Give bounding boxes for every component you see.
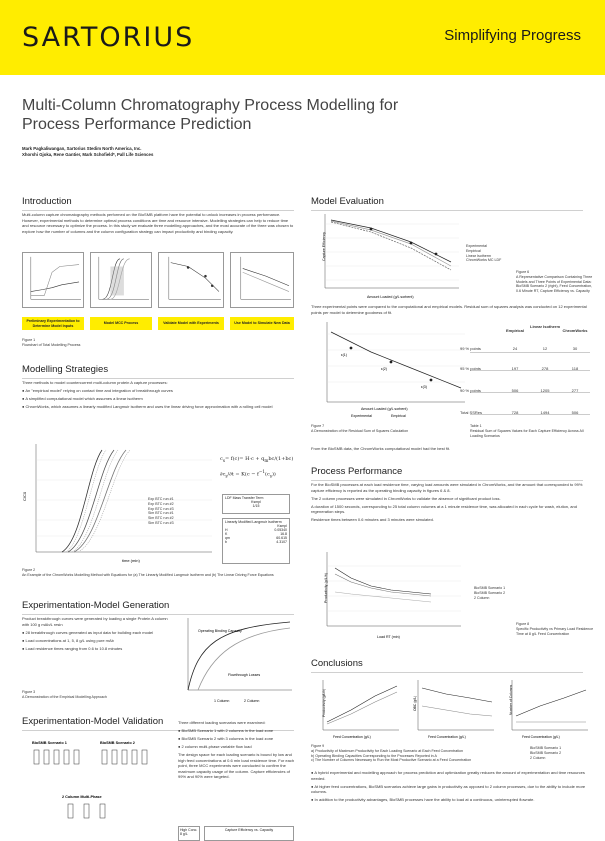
intro-text: Multi-column capture chromatography methods performed on the BioSMB platform have the potential to unlock increases in process performance. However, experimental methods to determine optimal process conditions are time and resource intensive. Modelling strategies can help to reduce time and resource necessary to optimize the process. In this study we evaluate three modelling approaches, and the most accurate of the three was chosen to explore how the number of columns and the column configuration strategy can impact productivity and binding capacity. [22,212,294,234]
expgen-heading: Experimentation-Model Generation [22,600,294,615]
fig2-legend: Exp BTC run #1 Exp BTC run #2 Exp BTC run #3 Sim BTC run #1 Sim BTC run #2 Sim BTC run #3 [148,497,174,525]
fig8-legend: BioSMB Scenario 1 BioSMB Scenario 2 2 Column [474,586,506,600]
table1-caption: Table 1 Residual Sum of Squares Values for Each Capture Efficiency Across All Loading Scenarios [470,424,584,438]
svg-text:ε(3): ε(3) [421,385,427,389]
conclusions-bullets: ● A hybrid experimental and modelling approach for process prediction and optimization greatly reduces the amount of experimentation and time resources needed. ● At higher feed concentrations, BioSMB scenarios achieve large gains in productivity as opposed to 2 column processes, due to the ability to include more columns. ● In addition to the productivity advantages, BioSMB processes have the ability to load at a continuous, uninterrupted flowrate. [311,770,586,803]
svg-text:2 Column: 2 Column [244,699,260,703]
svg-text:ε(1): ε(1) [341,353,347,357]
fig3-chart [178,614,296,706]
step-4: Use Model to Simulate New Data [230,317,294,330]
eval-conclusion: From the BioSMB data, the ChromWorks computational model had the best fit. [311,446,451,451]
step-2: Model MCC Process [90,317,152,330]
svg-text:Amount Loaded (g/L sorbent): Amount Loaded (g/L sorbent) [367,295,414,299]
poster-title: Multi-Column Chromatography Process Modelling for Process Performance Prediction [22,97,399,133]
fig1-chart-1 [22,252,84,308]
fig1-caption: Figure 1 Flowchart of Total Modelling Process [22,338,81,347]
perf-text: For the BioSMB processes at each load residence time, varying load amounts were simulated in ChromWorks, and the amount that corresponded to 99% capture efficiency is reported as the operating binding capacity in figures 6 & 8. The 2 column processes were simulated in ChromWorks to validate the absence of significant product loss. A duration of 1500 seconds, corresponding to 25 total column volumes at a 1 minute residence time, was allocated in each cycle for wash, elution, and regeneration steps. Residence times between 0.6 minutes and 3 minutes were simulated. [311,482,583,523]
expval-text: Three different loading scenarios were examined: ● BioSMB Scenario 1 with 2 columns in the load zone ● BioSMB Scenario 2 with 3 columns in the load zone ● 2 column multi-phase variable flow load The design space for each loading scenario is bound by low and high feed concentrations at 0.6 min load residence time. For each point, three MCC experiments were conducted to confirm the maximum capacity usage of the column. Capture efficiencies of 99% and 90% were targeted. [178,720,295,780]
ldf-table: LDF Mass Transfer Term Ksmpl 1/15 [222,494,290,514]
svg-text:BioSMB Scenario 1: BioSMB Scenario 1 [32,741,67,745]
svg-text:Flowthrough Losses: Flowthrough Losses [228,673,261,677]
fig6-caption: Figure 6 A Representative Comparison Containing Three Models and Three Points of Experimental Data: BioSMB Scenario 2 (right), Feed Concentration, 0.6 Minute RT, Capture Efficiency vs. Capacity [516,270,593,294]
author-line-2: Xhorshi Gjoka, Rene Gantier, Mark Schofield*, Pall Life Sciences [22,152,154,157]
svg-text:Experimental: Experimental [351,414,372,418]
fig8-chart [311,548,471,642]
fig1-chart-2 [90,252,152,308]
header-banner [0,0,605,75]
column-diagrams [22,736,170,841]
svg-text:2 Column Multi-Phase: 2 Column Multi-Phase [62,795,102,799]
fig9b-chart [406,676,496,740]
svg-text:Feed Concentration (g/L): Feed Concentration (g/L) [333,735,371,739]
svg-text:time (min): time (min) [122,558,140,563]
tagline: Simplifying Progress [444,27,581,44]
fig1-chart-3 [158,252,224,308]
strategies-text: Three methods to model countercurrent multi-column protein A capture processes: ● An "empirical model" relying on contact time and integration of breakthrough curves ● A simplified computational model which assumes a linear isotherm ● ChromWorks, which assumes a linearly modified Langmuir isotherm and uses the linear driving force approximation with a rolling cell model [22,380,273,409]
ssr-table: Empirical Linear Isotherm ChromWorks 99 % points 24 12 30 95 % points 197 278 118 90 % points 506 1205 277 Total SSRes 728 1494 506 [470,322,590,440]
fig9c-chart [500,676,590,740]
author-line-1: Mark Pagkaliwangan, Sartorius Stedim North America, Inc. [22,146,142,151]
fig1-chart-4 [230,252,294,308]
svg-text:Productivity (g/L/h): Productivity (g/L/h) [322,688,326,717]
small-label: High Conc. 8 g/L [178,826,200,841]
svg-text:C/C0: C/C0 [22,491,27,501]
svg-text:Number of Columns: Number of Columns [509,684,513,715]
concl-heading: Conclusions [311,658,583,673]
fig9-caption: Figure 9 a) Productivity of Maximum Productivity for Each Loading Scenario at Each Feed Concentration b) Operating Binding Capacities Corresponding to the Processes Reported in A c) The Number of Columns Necessary to Run the Most Productive Scenario at a Feed Concentration [311,744,472,763]
fig7-chart [311,318,467,420]
svg-text:1 Column: 1 Column [214,699,230,703]
step-1: Preliminary Experimentation to Determine Model Inputs [22,317,84,330]
step-3: Validate Model with Experiments [158,317,224,330]
fig9-legend: BioSMB Scenario 1 BioSMB Scenario 2 2 Column [530,746,562,760]
svg-text:Capture Efficiency: Capture Efficiency [322,231,326,261]
eval-compare: Three experimental points were compared to the computational and empirical models. Residual sum of squares analysis was conducted on 12 experimental points per model to determine goodness of fit. [311,304,587,315]
eval-heading: Model Evaluation [311,196,583,211]
fig9a-chart [311,676,401,740]
small-chart: Capture Efficiency vs. Capacity [204,826,294,841]
sartorius-logo: SARTORIUS [22,22,195,53]
fig8-caption: Figure 8 Specific Productivity vs Primary Load Residence Time at 8 g/L Feed Concentration [516,622,594,636]
fig3-caption: Figure 3 A Demonstration of the Empirical Modelling Approach [22,690,107,699]
expval-heading: Experimentation-Model Validation [22,716,294,731]
strategies-heading: Modelling Strategies [22,364,294,379]
perf-heading: Process Performance [311,466,583,481]
svg-text:Amount Loaded (g/L sorbent): Amount Loaded (g/L sorbent) [361,407,408,411]
svg-text:Feed Concentration (g/L): Feed Concentration (g/L) [522,735,560,739]
fig6-chart [311,210,461,302]
svg-text:OBC (g/L): OBC (g/L) [413,695,417,711]
svg-text:Operating Binding Capacity: Operating Binding Capacity [198,629,242,633]
svg-text:Load RT (min): Load RT (min) [377,635,400,639]
svg-text:Empirical: Empirical [391,414,406,418]
svg-text:BioSMB Scenario 2: BioSMB Scenario 2 [100,741,135,745]
intro-heading: Introduction [22,196,294,211]
equations: $c_s= f(c)= H\cdot c + q_mbc/(1+bc)$ $\partial c_s/\partial t = K(c - f^{-1}(c_s))$ [220,456,294,479]
expgen-text: Product breakthrough curves were generated by loading a single Protein A column with 100 g mAb/L resin ● 28 breakthrough curves generated as input data for building each model ● Load concentrations at 1, 5, 8 g/L using pure mAb ● Load residence times ranging from 0.6 to 10.8 minutes [22,616,168,651]
fig2-caption: Figure 2 An Example of the ChromWorks Modelling Method with Equations for (a) The Linearly Modified Langmuir Isotherm and (b) The Linear Driving Force Equations [22,568,274,577]
isotherm-table: Linearly Modified Langmuir Isotherm Ksmpl H 0.05340 K 16.8 qm 60.615 b 4.3107 [222,518,290,564]
svg-text:ε(2): ε(2) [381,367,387,371]
authors [22,146,322,158]
fig6-legend: Experimental Empirical Linear Isotherm ChromWorks MC LDF [466,244,502,263]
svg-text:Feed Concentration (g/L): Feed Concentration (g/L) [428,735,466,739]
svg-text:Productivity (g/L/h): Productivity (g/L/h) [324,573,328,603]
fig7-caption: Figure 7 A Demonstration of the Residual Sum of Squares Calculation [311,424,409,433]
